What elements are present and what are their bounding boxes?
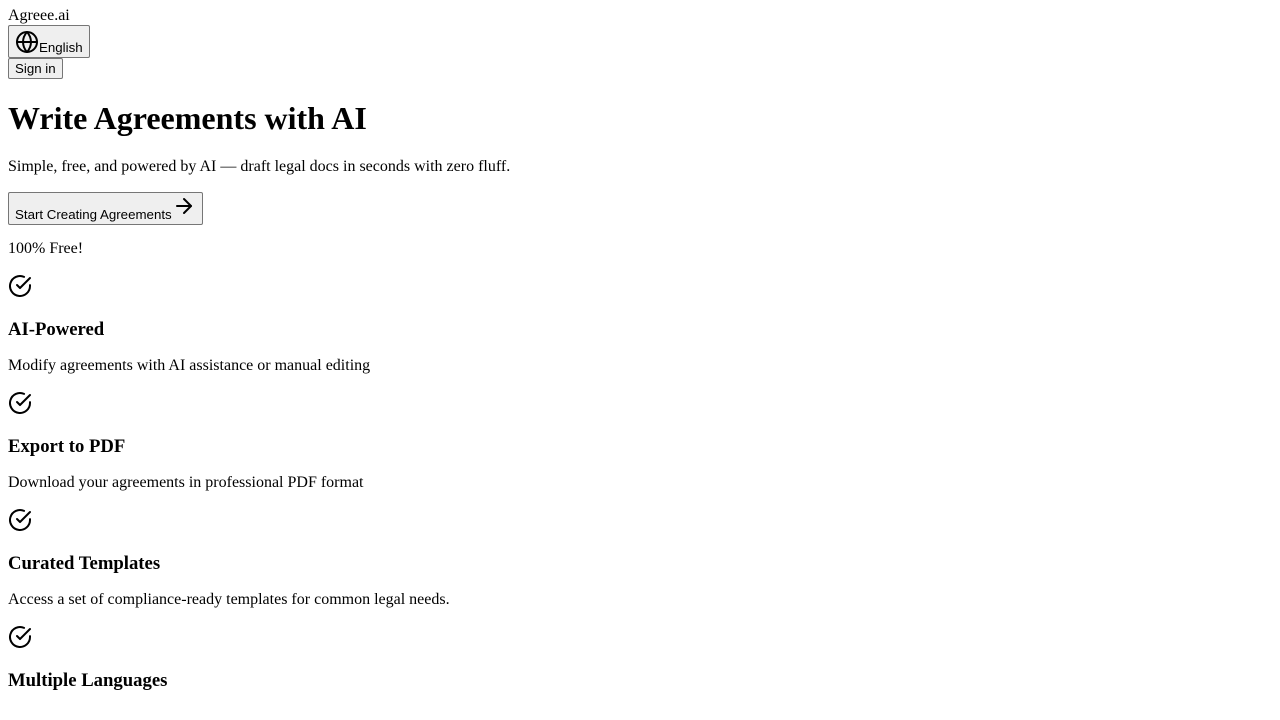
features-list [8,274,1272,692]
page-title: Write Agreements with AI [8,100,367,136]
feature-title: Curated Templates [8,553,161,574]
start-creating-button[interactable] [8,192,203,225]
hero-subtitle: Simple, free, and powered by AI — draft legal docs in seconds with zero fluff. [8,158,511,175]
feature-description: Access a set of compliance-ready templates for common legal needs. [8,591,450,608]
language-selector-button[interactable] [8,25,90,58]
feature-item [8,274,1272,375]
free-note: 100% Free! [8,240,84,257]
check-circle-icon [8,508,32,532]
feature-title: Export to PDF [8,436,126,457]
feature-title: Multiple Languages [8,670,168,691]
hero-section [8,100,1272,692]
feature-item [8,508,1272,609]
feature-description: Modify agreements with AI assistance or manual editing [8,357,371,374]
feature-item [8,391,1272,492]
arrow-right-icon [172,194,196,218]
check-circle-icon [8,274,32,298]
brand-logo[interactable]: Agreee.ai [8,7,70,24]
sign-in-button[interactable]: Sign in [8,58,63,79]
check-circle-icon [8,391,32,415]
cta-label: Start Creating Agreements [15,207,172,222]
language-label: English [39,40,83,55]
feature-title: AI-Powered [8,319,105,340]
page [0,6,1280,692]
check-circle-icon [8,625,32,649]
feature-description: Download your agreements in professional PDF format [8,474,364,491]
site-header [8,6,1272,79]
globe-icon [15,30,39,54]
feature-item [8,625,1272,692]
